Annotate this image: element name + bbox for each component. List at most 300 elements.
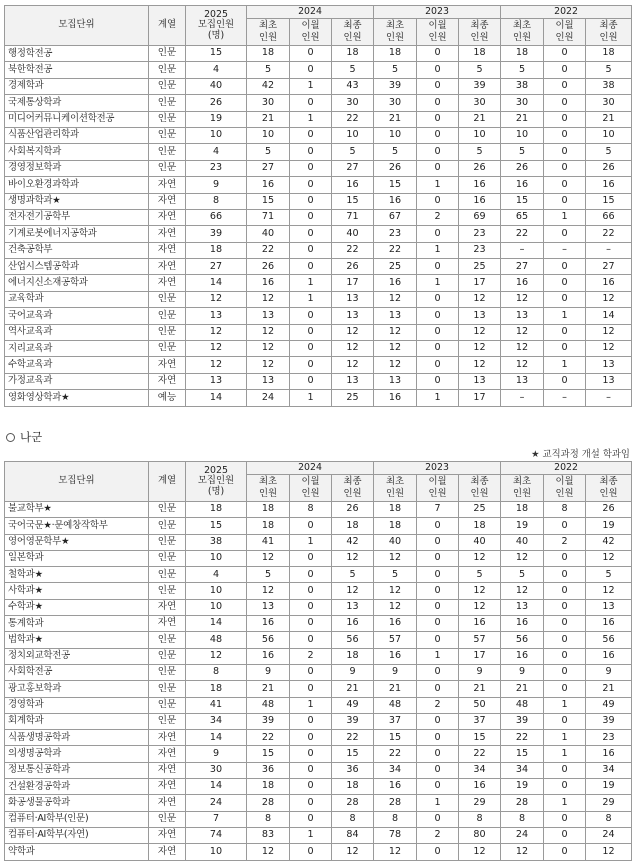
initial-2023-cell: 78 xyxy=(374,827,417,843)
carryover-2024-cell: 0 xyxy=(290,664,332,680)
carryover-2023-cell: 0 xyxy=(417,730,459,746)
initial-2022-cell: 56 xyxy=(501,632,544,648)
initial-2022-cell: 27 xyxy=(501,259,544,275)
header-quota-year: 2025 xyxy=(204,8,228,20)
final-2022-cell: 19 xyxy=(586,518,632,534)
carryover-2022-cell: 0 xyxy=(544,518,586,534)
final-2022-cell: 10 xyxy=(586,127,632,143)
initial-2023-cell: 18 xyxy=(374,46,417,62)
final-2022-cell: 16 xyxy=(586,746,632,762)
carryover-2022-cell: 1 xyxy=(544,357,586,373)
final-2022-cell: 19 xyxy=(586,779,632,795)
carryover-2022-cell: 0 xyxy=(544,567,586,583)
unit-name-cell: 식품생명공학과 xyxy=(5,730,149,746)
final-2023-cell: 13 xyxy=(459,373,501,389)
final-2023-cell: 18 xyxy=(459,46,501,62)
header-final: 최종 인원 xyxy=(459,475,501,502)
final-2022-cell: 16 xyxy=(586,648,632,664)
carryover-2022-cell: 1 xyxy=(544,308,586,324)
carryover-2023-cell: 0 xyxy=(417,357,459,373)
category-cell: 인문 xyxy=(149,681,186,697)
quota-2025-cell: 39 xyxy=(186,226,247,242)
carryover-2024-cell: 0 xyxy=(290,567,332,583)
table-row xyxy=(5,762,632,778)
final-2023-cell: 12 xyxy=(459,341,501,357)
final-2024-cell: 15 xyxy=(332,193,374,209)
category-cell: 자연 xyxy=(149,762,186,778)
initial-2024-cell: 21 xyxy=(247,681,290,697)
header-unit: 모집단위 xyxy=(5,462,149,502)
carryover-2023-cell: 1 xyxy=(417,275,459,291)
carryover-2023-cell: 0 xyxy=(417,259,459,275)
final-2022-cell: 22 xyxy=(586,226,632,242)
carryover-2022-cell: 0 xyxy=(544,127,586,143)
carryover-2023-cell: 0 xyxy=(417,534,459,550)
final-2022-cell: 13 xyxy=(586,599,632,615)
header-quota xyxy=(186,6,247,46)
carryover-2023-cell: 0 xyxy=(417,746,459,762)
final-2023-cell: 10 xyxy=(459,127,501,143)
table-row xyxy=(5,599,632,615)
table-row xyxy=(5,779,632,795)
header-final: 최종 인원 xyxy=(586,475,632,502)
unit-name-cell: 국어국문★·문예창작학부 xyxy=(5,518,149,534)
carryover-2024-cell: 0 xyxy=(290,341,332,357)
initial-2024-cell: 36 xyxy=(247,762,290,778)
quota-2025-cell: 34 xyxy=(186,713,247,729)
initial-2024-cell: 21 xyxy=(247,111,290,127)
category-cell: 자연 xyxy=(149,242,186,258)
unit-name-cell: 북한학전공 xyxy=(5,62,149,78)
final-2024-cell: 39 xyxy=(332,713,374,729)
final-2023-cell: 5 xyxy=(459,144,501,160)
admissions-table-2 xyxy=(4,461,632,861)
carryover-2023-cell: 0 xyxy=(417,779,459,795)
quota-2025-cell: 4 xyxy=(186,62,247,78)
initial-2022-cell: 10 xyxy=(501,127,544,143)
category-cell: 인문 xyxy=(149,534,186,550)
final-2023-cell: 21 xyxy=(459,681,501,697)
table-row xyxy=(5,226,632,242)
header-carryover: 이월 인원 xyxy=(417,475,459,502)
quota-2025-cell: 15 xyxy=(186,518,247,534)
final-2022-cell: 13 xyxy=(586,373,632,389)
initial-2022-cell: 30 xyxy=(501,95,544,111)
carryover-2024-cell: 1 xyxy=(290,697,332,713)
final-2024-cell: 25 xyxy=(332,390,374,406)
table-row xyxy=(5,534,632,550)
carryover-2023-cell: 2 xyxy=(417,827,459,843)
carryover-2023-cell: 0 xyxy=(417,518,459,534)
carryover-2024-cell: 0 xyxy=(290,46,332,62)
quota-2025-cell: 14 xyxy=(186,616,247,632)
carryover-2024-cell: 0 xyxy=(290,127,332,143)
initial-2023-cell: 22 xyxy=(374,746,417,762)
carryover-2023-cell: 0 xyxy=(417,373,459,389)
table-row xyxy=(5,844,632,860)
initial-2022-cell: 12 xyxy=(501,341,544,357)
carryover-2022-cell: 0 xyxy=(544,160,586,176)
carryover-2023-cell: 0 xyxy=(417,713,459,729)
unit-name-cell: 의생명공학과 xyxy=(5,746,149,762)
table-row xyxy=(5,632,632,648)
initial-2022-cell: 13 xyxy=(501,599,544,615)
final-2024-cell: 12 xyxy=(332,844,374,860)
final-2023-cell: 16 xyxy=(459,779,501,795)
initial-2023-cell: 5 xyxy=(374,567,417,583)
initial-2022-cell: 19 xyxy=(501,779,544,795)
carryover-2023-cell: 0 xyxy=(417,681,459,697)
header-carryover: 이월 인원 xyxy=(544,475,586,502)
final-2022-cell: 14 xyxy=(586,308,632,324)
carryover-2024-cell: 0 xyxy=(290,550,332,566)
final-2022-cell: 49 xyxy=(586,697,632,713)
initial-2022-cell: 21 xyxy=(501,681,544,697)
final-2022-cell: 5 xyxy=(586,567,632,583)
carryover-2023-cell: 0 xyxy=(417,144,459,160)
initial-2023-cell: 40 xyxy=(374,534,417,550)
final-2022-cell: 27 xyxy=(586,259,632,275)
carryover-2022-cell: – xyxy=(544,242,586,258)
unit-name-cell: 국어교육과 xyxy=(5,308,149,324)
initial-2024-cell: 28 xyxy=(247,795,290,811)
category-cell: 인문 xyxy=(149,664,186,680)
quota-2025-cell: 13 xyxy=(186,308,247,324)
carryover-2022-cell: 8 xyxy=(544,502,586,518)
final-2024-cell: 21 xyxy=(332,681,374,697)
quota-2025-cell: 7 xyxy=(186,811,247,827)
final-2024-cell: 12 xyxy=(332,357,374,373)
initial-2024-cell: 18 xyxy=(247,46,290,62)
carryover-2024-cell: 0 xyxy=(290,357,332,373)
header-final: 최종 인원 xyxy=(332,475,374,502)
initial-2023-cell: 5 xyxy=(374,62,417,78)
quota-2025-cell: 10 xyxy=(186,127,247,143)
initial-2022-cell: 12 xyxy=(501,844,544,860)
initial-2024-cell: 15 xyxy=(247,193,290,209)
carryover-2024-cell: 1 xyxy=(290,291,332,307)
final-2023-cell: 30 xyxy=(459,95,501,111)
initial-2022-cell: 65 xyxy=(501,209,544,225)
carryover-2024-cell: 2 xyxy=(290,648,332,664)
unit-name-cell: 약학과 xyxy=(5,844,149,860)
table-row xyxy=(5,550,632,566)
carryover-2023-cell: 0 xyxy=(417,664,459,680)
final-2022-cell: 18 xyxy=(586,46,632,62)
header-final: 최종 인원 xyxy=(586,19,632,46)
carryover-2023-cell: 1 xyxy=(417,648,459,664)
carryover-2022-cell: 0 xyxy=(544,713,586,729)
initial-2022-cell: 9 xyxy=(501,664,544,680)
carryover-2024-cell: 1 xyxy=(290,534,332,550)
initial-2023-cell: 12 xyxy=(374,291,417,307)
carryover-2024-cell: 0 xyxy=(290,583,332,599)
category-cell: 자연 xyxy=(149,226,186,242)
carryover-2024-cell: 0 xyxy=(290,373,332,389)
carryover-2023-cell: 0 xyxy=(417,341,459,357)
carryover-2023-cell: 0 xyxy=(417,811,459,827)
carryover-2023-cell: 0 xyxy=(417,95,459,111)
table-row xyxy=(5,209,632,225)
header-quota-label: 모집인원 xyxy=(197,475,235,487)
quota-2025-cell: 66 xyxy=(186,209,247,225)
unit-name-cell: 컴퓨터·AI학부(자연) xyxy=(5,827,149,843)
initial-2023-cell: 37 xyxy=(374,713,417,729)
initial-2024-cell: 12 xyxy=(247,550,290,566)
unit-name-cell: 산업시스템공학과 xyxy=(5,259,149,275)
admissions-table-1 xyxy=(4,5,632,407)
category-cell: 자연 xyxy=(149,357,186,373)
initial-2022-cell: 39 xyxy=(501,713,544,729)
unit-name-cell: 수학교육과 xyxy=(5,357,149,373)
unit-name-cell: 광고홍보학과 xyxy=(5,681,149,697)
table-row xyxy=(5,373,632,389)
final-2023-cell: 29 xyxy=(459,795,501,811)
initial-2024-cell: 12 xyxy=(247,341,290,357)
table-row xyxy=(5,713,632,729)
carryover-2023-cell: 7 xyxy=(417,502,459,518)
final-2022-cell: 26 xyxy=(586,502,632,518)
header-carryover: 이월 인원 xyxy=(417,19,459,46)
carryover-2022-cell: 0 xyxy=(544,779,586,795)
quota-2025-cell: 13 xyxy=(186,373,247,389)
table-row xyxy=(5,390,632,406)
category-cell: 인문 xyxy=(149,78,186,94)
initial-2022-cell: 24 xyxy=(501,827,544,843)
quota-2025-cell: 12 xyxy=(186,291,247,307)
table-row xyxy=(5,46,632,62)
final-2024-cell: 17 xyxy=(332,275,374,291)
category-cell: 자연 xyxy=(149,616,186,632)
carryover-2024-cell: 0 xyxy=(290,518,332,534)
header-year-2024: 2024 xyxy=(247,462,374,475)
final-2024-cell: 56 xyxy=(332,632,374,648)
quota-2025-cell: 27 xyxy=(186,259,247,275)
unit-name-cell: 수학과★ xyxy=(5,599,149,615)
table-row xyxy=(5,242,632,258)
initial-2023-cell: 12 xyxy=(374,844,417,860)
final-2022-cell: 12 xyxy=(586,844,632,860)
final-2023-cell: 25 xyxy=(459,502,501,518)
unit-name-cell: 법학과★ xyxy=(5,632,149,648)
initial-2024-cell: 16 xyxy=(247,616,290,632)
table-row xyxy=(5,648,632,664)
table-row xyxy=(5,291,632,307)
unit-name-cell: 사학과★ xyxy=(5,583,149,599)
initial-2024-cell: 13 xyxy=(247,373,290,389)
header-final: 최종 인원 xyxy=(459,19,501,46)
unit-name-cell: 지리교육과 xyxy=(5,341,149,357)
carryover-2023-cell: 0 xyxy=(417,291,459,307)
category-cell: 인문 xyxy=(149,127,186,143)
category-cell: 자연 xyxy=(149,730,186,746)
table-row xyxy=(5,341,632,357)
quota-2025-cell: 15 xyxy=(186,46,247,62)
final-2023-cell: 80 xyxy=(459,827,501,843)
initial-2024-cell: 56 xyxy=(247,632,290,648)
quota-2025-cell: 12 xyxy=(186,341,247,357)
initial-2023-cell: 18 xyxy=(374,502,417,518)
final-2023-cell: 5 xyxy=(459,567,501,583)
initial-2022-cell: 5 xyxy=(501,62,544,78)
category-cell: 예능 xyxy=(149,390,186,406)
carryover-2024-cell: 1 xyxy=(290,78,332,94)
final-2024-cell: 43 xyxy=(332,78,374,94)
header-carryover: 이월 인원 xyxy=(290,475,332,502)
final-2024-cell: 71 xyxy=(332,209,374,225)
initial-2024-cell: 71 xyxy=(247,209,290,225)
table-row xyxy=(5,681,632,697)
carryover-2023-cell: 0 xyxy=(417,111,459,127)
carryover-2022-cell: 0 xyxy=(544,811,586,827)
carryover-2022-cell: 1 xyxy=(544,730,586,746)
carryover-2022-cell: 0 xyxy=(544,291,586,307)
carryover-2024-cell: 0 xyxy=(290,324,332,340)
initial-2024-cell: 30 xyxy=(247,95,290,111)
final-2022-cell: – xyxy=(586,390,632,406)
carryover-2023-cell: 0 xyxy=(417,583,459,599)
initial-2023-cell: 30 xyxy=(374,95,417,111)
carryover-2024-cell: 0 xyxy=(290,681,332,697)
quota-2025-cell: 8 xyxy=(186,664,247,680)
category-cell: 인문 xyxy=(149,811,186,827)
carryover-2022-cell: 0 xyxy=(544,144,586,160)
final-2023-cell: 12 xyxy=(459,550,501,566)
initial-2023-cell: 23 xyxy=(374,226,417,242)
initial-2022-cell: – xyxy=(501,390,544,406)
final-2022-cell: 8 xyxy=(586,811,632,827)
unit-name-cell: 회계학과 xyxy=(5,713,149,729)
initial-2024-cell: 16 xyxy=(247,275,290,291)
carryover-2024-cell: 0 xyxy=(290,779,332,795)
final-2023-cell: 34 xyxy=(459,762,501,778)
table-row xyxy=(5,697,632,713)
unit-name-cell: 바이오환경과학과 xyxy=(5,177,149,193)
final-2022-cell: 30 xyxy=(586,95,632,111)
initial-2023-cell: 39 xyxy=(374,78,417,94)
quota-2025-cell: 10 xyxy=(186,844,247,860)
initial-2023-cell: 12 xyxy=(374,324,417,340)
category-cell: 인문 xyxy=(149,550,186,566)
carryover-2022-cell: 1 xyxy=(544,746,586,762)
final-2024-cell: 42 xyxy=(332,534,374,550)
table-row xyxy=(5,127,632,143)
initial-2023-cell: 21 xyxy=(374,111,417,127)
carryover-2022-cell: 0 xyxy=(544,341,586,357)
final-2022-cell: 12 xyxy=(586,291,632,307)
final-2023-cell: 69 xyxy=(459,209,501,225)
unit-name-cell: 사회학전공 xyxy=(5,664,149,680)
initial-2024-cell: 24 xyxy=(247,390,290,406)
final-2023-cell: 39 xyxy=(459,78,501,94)
carryover-2023-cell: 0 xyxy=(417,193,459,209)
final-2023-cell: 18 xyxy=(459,518,501,534)
final-2022-cell: 21 xyxy=(586,111,632,127)
final-2022-cell: 26 xyxy=(586,160,632,176)
category-cell: 자연 xyxy=(149,275,186,291)
final-2022-cell: 29 xyxy=(586,795,632,811)
carryover-2022-cell: 0 xyxy=(544,632,586,648)
final-2024-cell: 40 xyxy=(332,226,374,242)
table-row xyxy=(5,95,632,111)
initial-2023-cell: 16 xyxy=(374,275,417,291)
final-2022-cell: 23 xyxy=(586,730,632,746)
initial-2024-cell: 12 xyxy=(247,324,290,340)
unit-name-cell: 영어영문학부★ xyxy=(5,534,149,550)
table-row xyxy=(5,583,632,599)
final-2023-cell: 25 xyxy=(459,259,501,275)
initial-2022-cell: – xyxy=(501,242,544,258)
header-category: 계열 xyxy=(149,462,186,502)
unit-name-cell: 불교학부★ xyxy=(5,502,149,518)
initial-2022-cell: 48 xyxy=(501,697,544,713)
carryover-2024-cell: 1 xyxy=(290,111,332,127)
carryover-2022-cell: 0 xyxy=(544,177,586,193)
initial-2023-cell: 16 xyxy=(374,779,417,795)
carryover-2022-cell: 2 xyxy=(544,534,586,550)
category-cell: 인문 xyxy=(149,583,186,599)
header-carryover: 이월 인원 xyxy=(544,19,586,46)
initial-2022-cell: 12 xyxy=(501,550,544,566)
initial-2024-cell: 27 xyxy=(247,160,290,176)
initial-2024-cell: 39 xyxy=(247,713,290,729)
quota-2025-cell: 4 xyxy=(186,567,247,583)
final-2022-cell: 12 xyxy=(586,550,632,566)
final-2023-cell: 16 xyxy=(459,616,501,632)
unit-name-cell: 미디어커뮤니케이션학전공 xyxy=(5,111,149,127)
carryover-2024-cell: 0 xyxy=(290,844,332,860)
final-2023-cell: 5 xyxy=(459,62,501,78)
carryover-2023-cell: 0 xyxy=(417,127,459,143)
category-cell: 자연 xyxy=(149,827,186,843)
final-2023-cell: 12 xyxy=(459,599,501,615)
unit-name-cell: 건설환경공학과 xyxy=(5,779,149,795)
unit-name-cell: 전자전기공학부 xyxy=(5,209,149,225)
initial-2023-cell: 34 xyxy=(374,762,417,778)
carryover-2023-cell: 2 xyxy=(417,209,459,225)
teaching-course-note: ★ 교직과정 개설 학과임 xyxy=(531,449,630,460)
initial-2023-cell: 22 xyxy=(374,242,417,258)
table-row xyxy=(5,259,632,275)
carryover-2023-cell: 0 xyxy=(417,160,459,176)
initial-2023-cell: 10 xyxy=(374,127,417,143)
final-2023-cell: 9 xyxy=(459,664,501,680)
initial-2024-cell: 42 xyxy=(247,78,290,94)
header-initial: 최초 인원 xyxy=(374,475,417,502)
header-initial: 최초 인원 xyxy=(374,19,417,46)
quota-2025-cell: 74 xyxy=(186,827,247,843)
final-2022-cell: 12 xyxy=(586,583,632,599)
quota-2025-cell: 23 xyxy=(186,160,247,176)
unit-name-cell: 경영정보학과 xyxy=(5,160,149,176)
initial-2023-cell: 26 xyxy=(374,160,417,176)
initial-2024-cell: 40 xyxy=(247,226,290,242)
final-2022-cell: 16 xyxy=(586,275,632,291)
initial-2022-cell: 16 xyxy=(501,616,544,632)
header-category: 계열 xyxy=(149,6,186,46)
initial-2022-cell: 5 xyxy=(501,144,544,160)
quota-2025-cell: 18 xyxy=(186,242,247,258)
final-2022-cell: 5 xyxy=(586,62,632,78)
unit-name-cell: 통계학과 xyxy=(5,616,149,632)
final-2024-cell: 26 xyxy=(332,259,374,275)
quota-2025-cell: 10 xyxy=(186,583,247,599)
initial-2022-cell: 16 xyxy=(501,177,544,193)
quota-2025-cell: 12 xyxy=(186,648,247,664)
initial-2023-cell: 25 xyxy=(374,259,417,275)
final-2022-cell: 12 xyxy=(586,324,632,340)
final-2023-cell: 23 xyxy=(459,226,501,242)
